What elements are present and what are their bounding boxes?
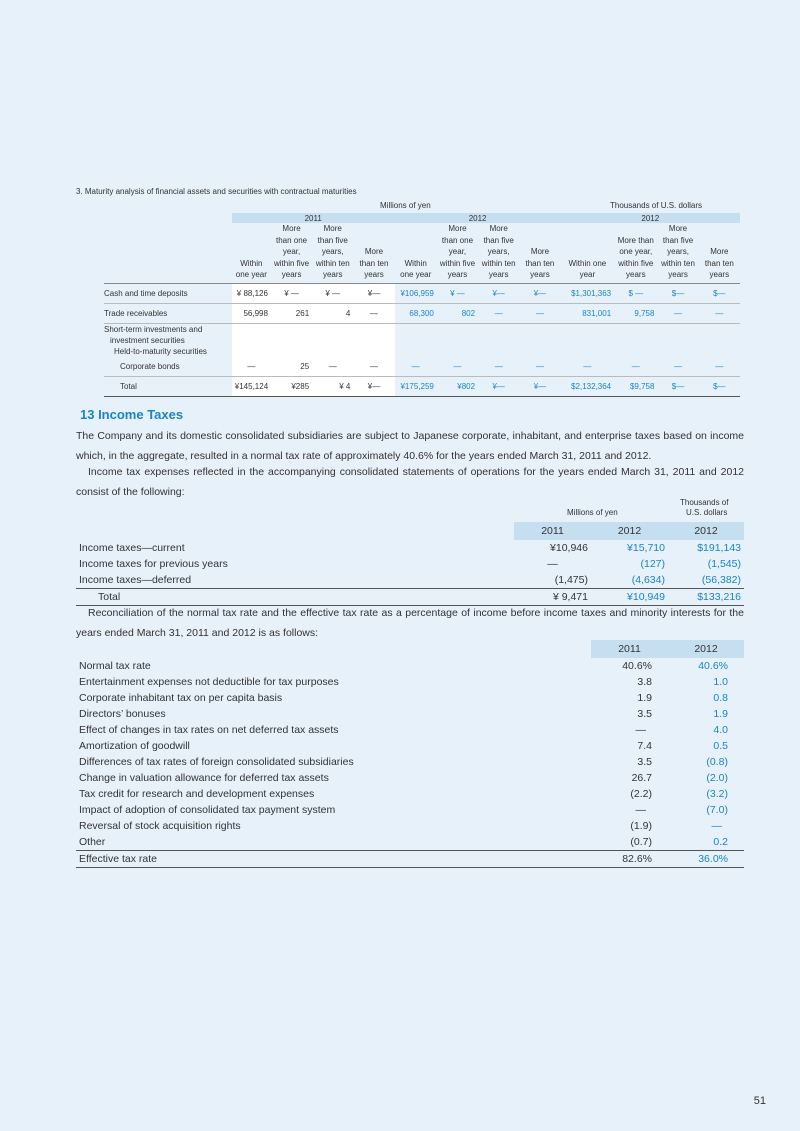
tax-unit-usd-line2: U.S. dollars [686,508,728,517]
row-label: Trade receivables [104,303,232,323]
table-cell [232,335,271,346]
table-cell: — [699,357,740,377]
row-label: Short-term investments and [104,324,203,334]
row-label: Income taxes—deferred [76,572,514,589]
table-cell: 9,758 [614,303,657,323]
table-cell: 1.9 [713,708,728,720]
table-cell [395,335,437,346]
table-cell: ¥ 4 [312,376,353,396]
mat-year-3: 2012 [561,213,740,223]
row-label: investment securities [110,335,185,345]
table-cell: 3.5 [637,756,652,768]
row-label: Differences of tax rates of foreign consolidated subsidiaries [79,756,354,768]
tax-year-3: 2012 [668,522,744,540]
mat-col-header: Within one year [561,223,615,283]
row-label: Tax credit for research and development expenses [79,788,315,800]
row-label: Cash and time deposits [104,283,232,303]
table-cell [614,346,657,357]
table-cell [395,323,437,335]
table-cell [699,346,740,357]
table-cell: ¥ — [437,283,478,303]
table-cell: ¥10,946 [550,542,588,554]
row-label: Reversal of stock acquisition rights [79,820,241,832]
table-cell [271,335,312,346]
table-cell [271,346,312,357]
table-cell [271,323,312,335]
table-cell [519,335,560,346]
paragraph-3: Reconciliation of the normal tax rate and the effective tax rate as a percentage of income before income taxes and minority interests for the years ended March 31, 2011 and 2012 is as follows: [76,607,744,639]
table-cell [561,323,615,335]
table-row [76,786,744,802]
table-cell: ¥145,124 [232,376,271,396]
row-label: Income taxes—current [79,542,185,554]
table-cell: — [437,357,478,377]
maturity-unit-yen: Millions of yen [380,201,431,210]
table-row [76,572,744,589]
table-cell: 4 [312,303,353,323]
mat-year-1: 2011 [232,213,395,223]
table-cell: 802 [437,303,478,323]
table-cell: (0.8) [706,756,728,768]
table-cell: — [478,357,519,377]
row-label: Corporate inhabitant tax on per capita basis [79,692,283,704]
table-row [76,556,744,572]
table-row [76,802,744,818]
table-cell: — [711,820,722,832]
table-cell: 0.8 [713,692,728,704]
income-tax-table [76,522,744,606]
table-cell [614,335,657,346]
table-cell [312,335,353,346]
mat-col-header: More than ten years [699,223,740,283]
table-row [104,335,740,346]
table-row [76,540,744,556]
mat-col-header: More than ten years [519,223,560,283]
row-label: Held-to-maturity securities [114,346,207,356]
table-cell [437,335,478,346]
table-cell: — [395,357,437,377]
table-cell: — [657,357,698,377]
maturity-unit-usd: Thousands of U.S. dollars [610,201,703,210]
table-cell: 25 [271,357,312,377]
row-label: Income taxes for previous years [79,558,228,570]
table-cell [699,335,740,346]
table-cell: — [635,724,646,736]
table-cell [561,346,615,357]
table-cell: — [353,357,394,377]
tax-year-2: 2012 [591,522,668,540]
mat-col-header: More than five years, within ten years [478,223,519,283]
row-label: Other [76,834,591,851]
table-row [104,376,740,396]
table-cell: ¥175,259 [395,376,437,396]
table-row [104,283,740,303]
table-row [104,346,740,357]
table-cell: 56,998 [232,303,271,323]
table-row [76,770,744,786]
table-row [76,738,744,754]
table-cell: (127) [640,558,665,570]
table-cell: ¥10,949 [591,589,668,606]
table-row [104,303,740,323]
table-cell: ¥— [519,283,560,303]
table-row [76,706,744,722]
table-cell: ¥— [478,283,519,303]
row-label: Impact of adoption of consolidated tax payment system [79,804,336,816]
table-cell: (7.0) [706,804,728,816]
table-row [76,818,744,834]
mat-col-header: More than five years, within ten years [312,223,353,283]
table-cell: $133,216 [668,589,744,606]
mat-col-header: More than ten years [353,223,394,283]
table-cell: (1,545) [707,558,741,570]
table-cell: $— [657,283,698,303]
maturity-title: 3. Maturity analysis of financial assets and securities with contractual maturities [76,187,357,196]
table-cell: 82.6% [591,851,668,868]
table-cell: ¥ 9,471 [514,589,591,606]
table-row [76,851,744,868]
table-cell: — [635,804,646,816]
rec-year-2: 2012 [668,640,744,658]
table-cell: $— [657,376,698,396]
table-cell [519,323,560,335]
table-cell: 1.9 [637,692,652,704]
table-cell [232,323,271,335]
mat-col-header: Within one year [395,223,437,283]
table-cell: $1,301,363 [561,283,615,303]
table-cell [478,335,519,346]
table-cell: ¥106,959 [395,283,437,303]
row-label: Amortization of goodwill [79,740,190,752]
table-cell [478,346,519,357]
table-row [76,674,744,690]
table-cell: ¥— [519,376,560,396]
row-label: Total [104,376,232,396]
row-label: Normal tax rate [79,660,151,672]
table-cell: — [614,357,657,377]
table-cell [657,335,698,346]
table-cell [519,346,560,357]
table-cell: 40.6% [698,660,728,672]
table-cell: 0.5 [713,740,728,752]
table-cell [699,323,740,335]
mat-col-header: Within one year [232,223,271,283]
row-label: Total [76,589,514,606]
table-cell: $— [699,376,740,396]
table-row [76,754,744,770]
table-cell: (2.0) [706,772,728,784]
paragraph-1: The Company and its domestic consolidated subsidiaries are subject to Japanese corporate, inhabitant, and enterprise taxes based on income which, in the aggregate, resulted in a normal tax rate of approximately 40.6% for the years ended March 31, 2011 and 2012. [76,430,744,462]
row-label: Entertainment expenses not deductible for tax purposes [79,676,339,688]
mat-col-header: More than one year, within five years [614,223,657,283]
mat-col-header: More than one year, within five years [271,223,312,283]
table-cell: 26.7 [631,772,652,784]
table-cell: — [561,357,615,377]
table-cell: 831,001 [561,303,615,323]
table-cell: 0.2 [668,834,744,851]
tax-year-1: 2011 [514,522,591,540]
table-cell: ¥285 [271,376,312,396]
section-title: 13 Income Taxes [80,407,184,422]
mat-col-header: More than one year, within five years [437,223,478,283]
table-cell: ¥— [478,376,519,396]
table-cell: 1.0 [713,676,728,688]
table-cell: — [232,357,271,377]
maturity-table [104,213,740,397]
table-cell: — [547,558,558,570]
row-label: Change in valuation allowance for deferred tax assets [79,772,329,784]
table-cell [232,346,271,357]
table-cell [353,346,394,357]
table-cell: — [699,303,740,323]
table-cell: — [519,303,560,323]
table-cell [312,323,353,335]
mat-col-header: More than five years, within ten years [657,223,698,283]
table-cell [312,346,353,357]
table-cell: — [353,303,394,323]
row-label: Corporate bonds [104,357,232,377]
paragraph-2: Income tax expenses reflected in the accompanying consolidated statements of operations for the years ended March 31, 2011 and 2012 consist of the following: [76,466,744,498]
tax-unit-yen: Millions of yen [567,508,618,517]
table-cell: $— [699,283,740,303]
table-cell: 7.4 [637,740,652,752]
table-cell [478,323,519,335]
table-cell: 3.8 [637,676,652,688]
table-cell: ¥15,710 [627,542,665,554]
table-row [76,722,744,738]
table-cell: — [478,303,519,323]
table-cell [437,323,478,335]
table-cell: 68,300 [395,303,437,323]
row-label: Directors’ bonuses [79,708,166,720]
table-cell: 3.5 [637,708,652,720]
table-cell: ¥802 [437,376,478,396]
table-cell: (0.7) [591,834,668,851]
table-cell: (4,634) [591,572,668,589]
table-cell [353,323,394,335]
table-cell: (1.9) [630,820,652,832]
table-row [76,658,744,674]
table-cell: 261 [271,303,312,323]
mat-year-2: 2012 [395,213,561,223]
table-cell [353,335,394,346]
table-row [104,357,740,377]
table-cell: — [519,357,560,377]
table-row [76,690,744,706]
row-label: Effect of changes in tax rates on net deferred tax assets [79,724,339,736]
table-cell: — [657,303,698,323]
table-row [76,589,744,606]
table-cell: (1,475) [514,572,591,589]
table-cell [395,346,437,357]
table-cell [437,346,478,357]
table-cell: $2,132,364 [561,376,615,396]
table-row [76,834,744,851]
table-cell [614,323,657,335]
table-cell: ¥ 88,126 [232,283,271,303]
reconciliation-table [76,640,744,868]
row-label: Effective tax rate [76,851,591,868]
maturity-header-row [104,223,740,283]
table-cell: ¥— [353,376,394,396]
table-cell: (2.2) [630,788,652,800]
table-cell: — [312,357,353,377]
table-cell: 4.0 [713,724,728,736]
table-cell: ¥— [353,283,394,303]
table-cell: (3.2) [706,788,728,800]
rec-year-1: 2011 [591,640,668,658]
table-cell: ¥ — [271,283,312,303]
table-cell: $191,143 [697,542,741,554]
table-cell: 36.0% [668,851,744,868]
table-cell: $ — [614,283,657,303]
table-cell: $9,758 [614,376,657,396]
table-row [104,323,740,335]
page-number: 51 [753,1095,766,1107]
table-cell: (56,382) [668,572,744,589]
table-cell [657,346,698,357]
table-cell: ¥ — [312,283,353,303]
table-cell [657,323,698,335]
table-cell: 40.6% [622,660,652,672]
tax-unit-usd-line1: Thousands of [680,498,729,507]
table-cell [561,335,615,346]
